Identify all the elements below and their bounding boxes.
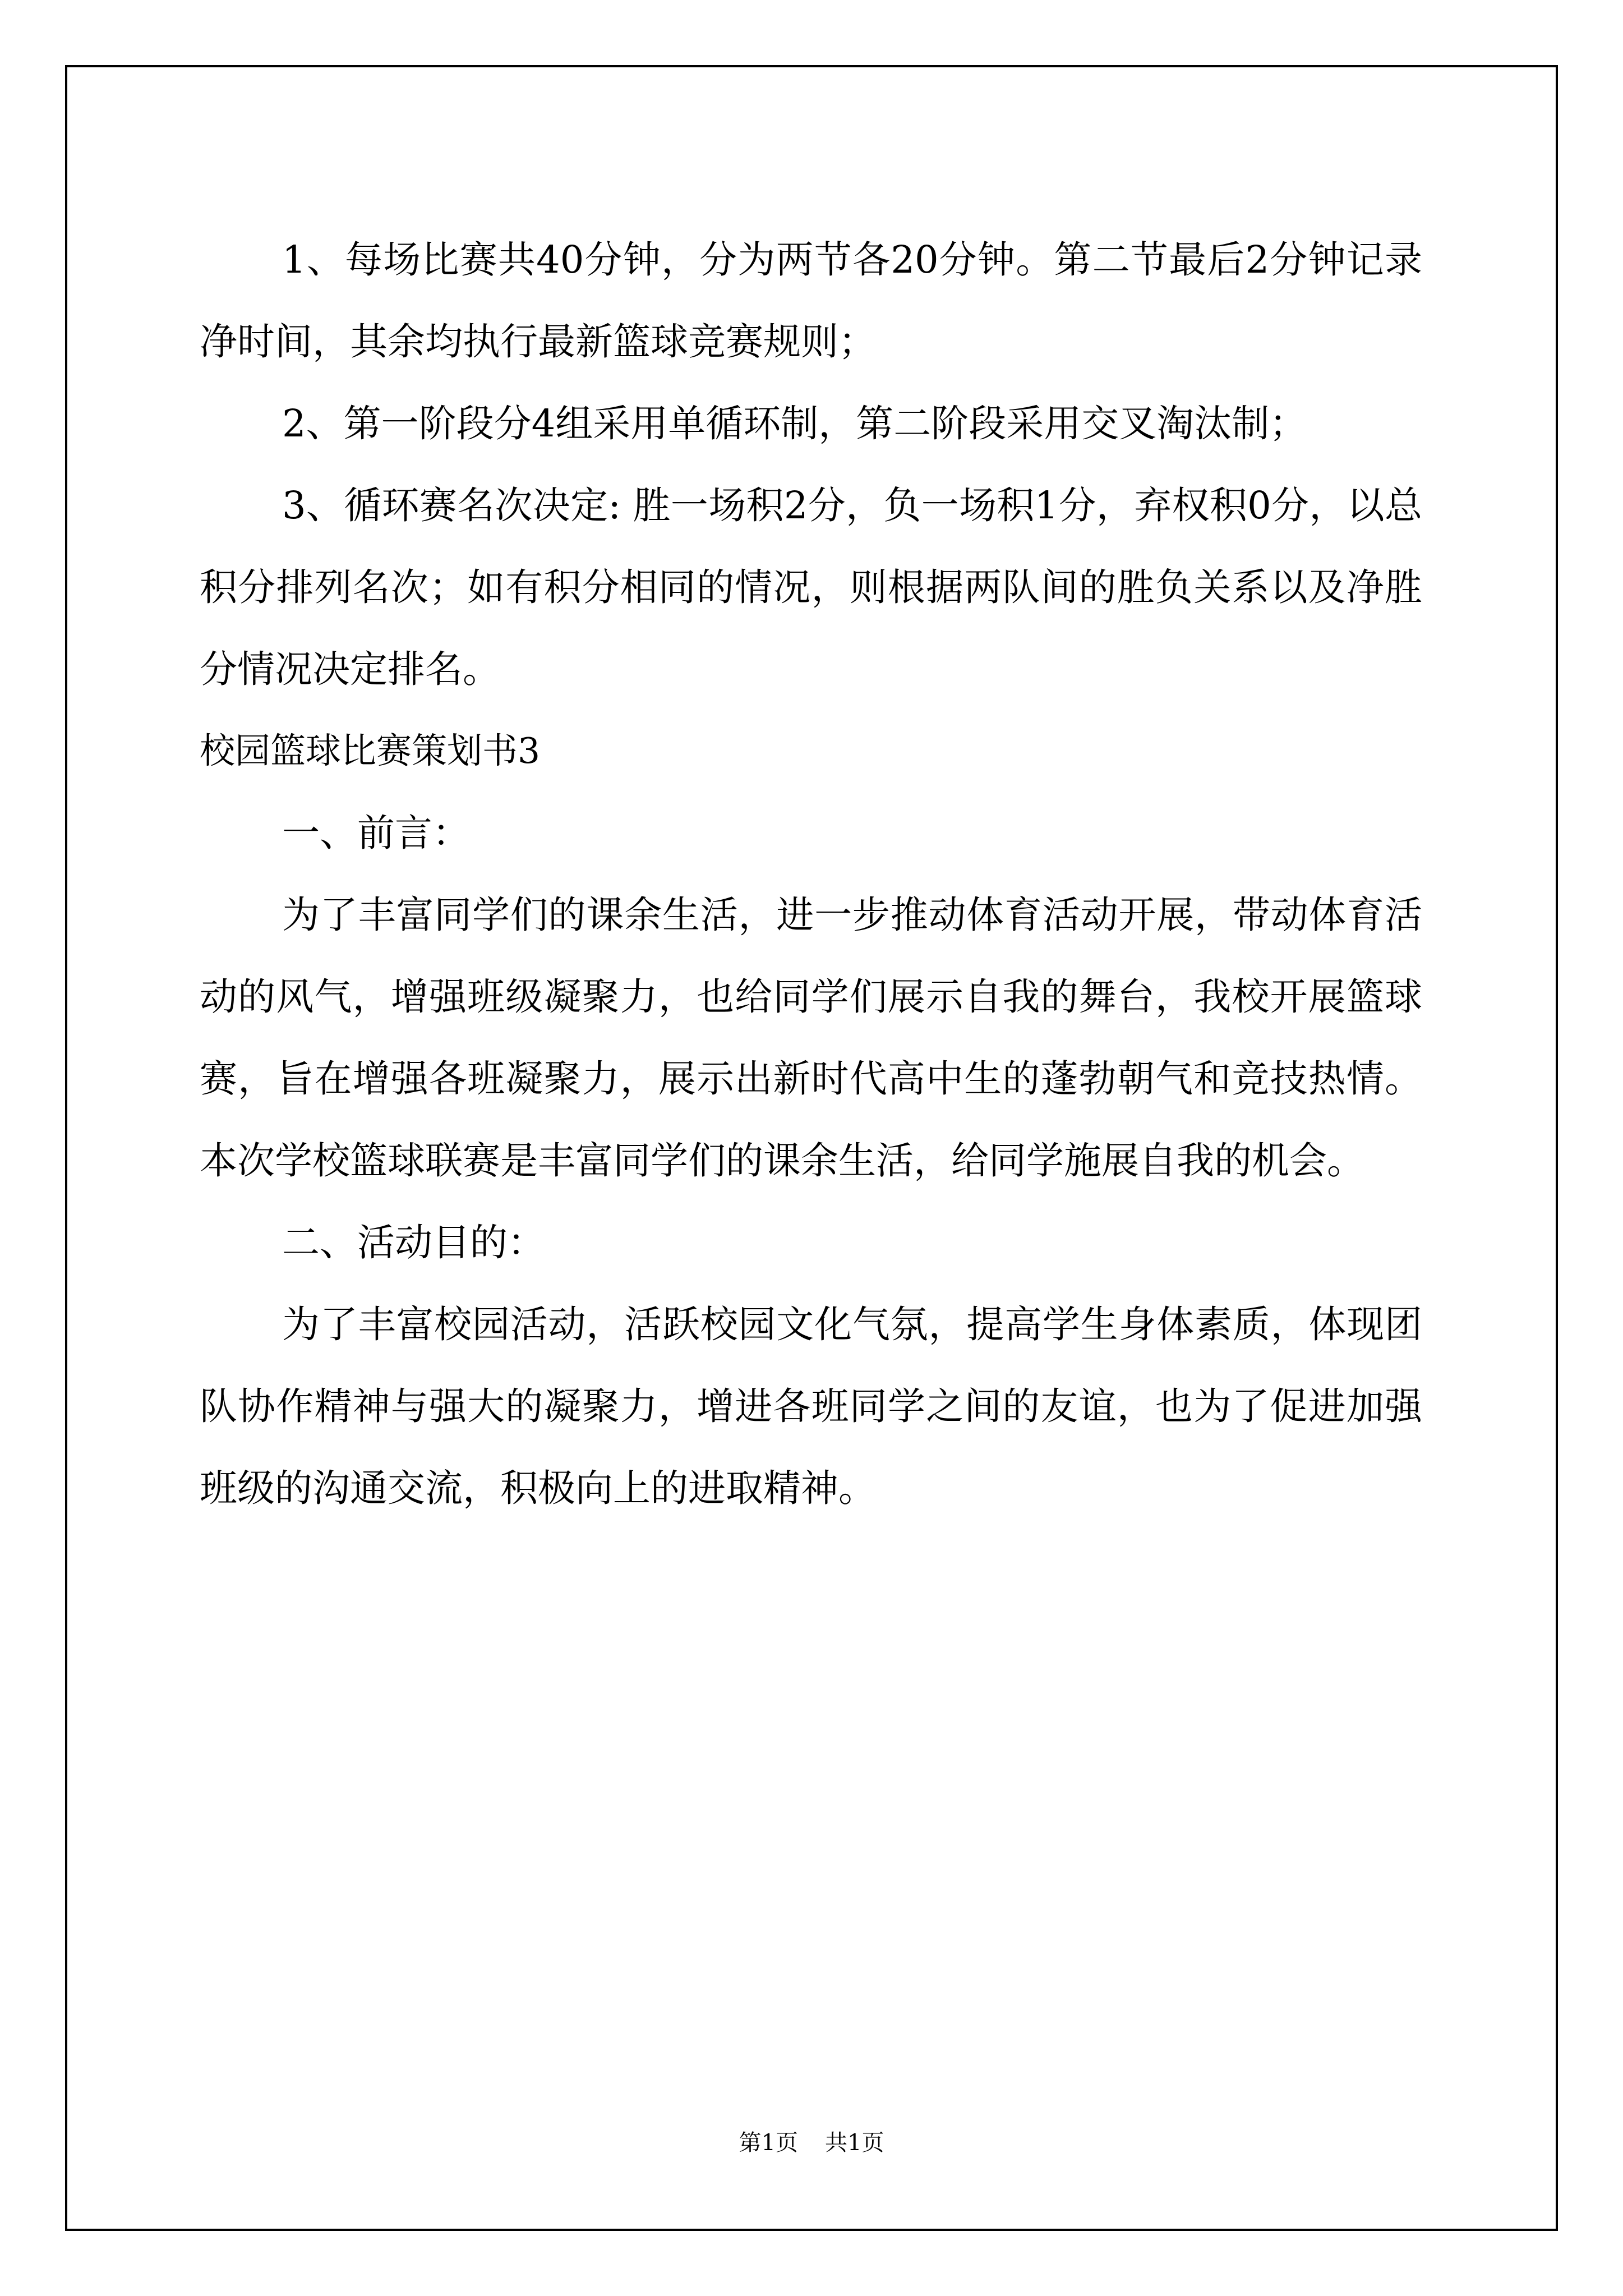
preface-heading: 一、前言：	[282, 811, 470, 855]
page-number: 第1页	[739, 2130, 798, 2156]
document-body	[200, 219, 1422, 1529]
preface-body: 为了丰富同学们的课余生活，进一步推动体育活动开展，带动体育活动的风气，增强班级凝聚力，也给同学们展示自我的舞台，我校开展篮球赛，旨在增强各班凝聚力，展示出新时代高中生的蓬勃朝气和竞技热情。本次学校篮球联赛是丰富同学们的课余生活，给同学施展自我的机会。	[200, 893, 1422, 1182]
rule-paragraph-3: 3、循环赛名次决定: 胜一场积2分，负一场积1分，弃权积0分，以总积分排列名次；如有积分相同的情况，则根据两队间的胜负关系以及净胜分情况决定排名。	[200, 484, 1422, 691]
rule-paragraph-2: 2、第一阶段分4组采用单循环制，第二阶段采用交叉淘汰制；	[282, 402, 1307, 445]
purpose-heading: 二、活动目的：	[282, 1221, 545, 1264]
page-footer	[0, 2127, 1623, 2159]
rule-paragraph-1: 1、每场比赛共40分钟，分为两节各20分钟。第二节最后2分钟记录净时间，其余均执行最新篮球竞赛规则；	[200, 238, 1422, 364]
section-title: 校园篮球比赛策划书3	[200, 730, 541, 771]
page-total: 共1页	[825, 2130, 884, 2156]
purpose-body: 为了丰富校园活动，活跃校园文化气氛，提高学生身体素质，体现团队协作精神与强大的凝聚力，增进各班同学之间的友谊，也为了促进加强班级的沟通交流，积极向上的进取精神。	[200, 1303, 1422, 1510]
